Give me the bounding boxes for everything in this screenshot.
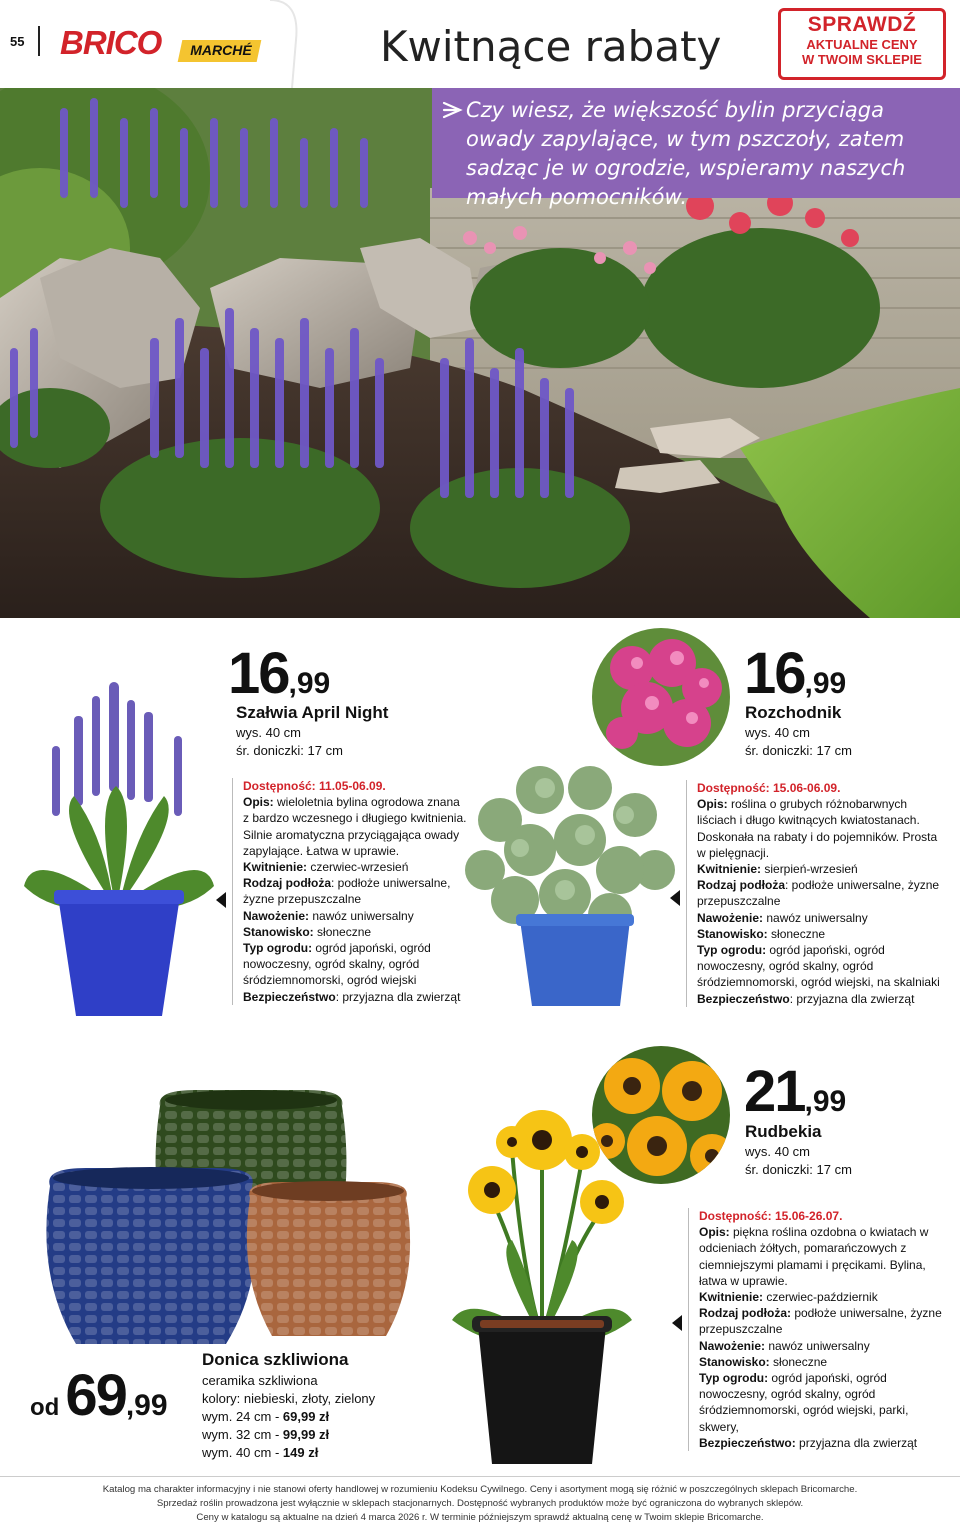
sedum-bloom: Kwitnienie: sierpień-wrzesień bbox=[697, 862, 858, 877]
rudbeckia-garden-type: Typ ogrodu: ogród japoński, ogród nowoczesny, ogród skalny, ogród śródziemnomorski, ogród wiejski, parki, skwery, bbox=[699, 1371, 909, 1434]
sedum-availability: Dostępność: 15.06-06.09. bbox=[697, 781, 841, 795]
chevron-right-icon bbox=[442, 98, 466, 122]
salvia-name: Szałwia April Night bbox=[236, 703, 389, 722]
salvia-garden-type: Typ ogrodu: ogród japoński, ogród nowoczesny, ogród skalny, ogród śródziemnomorski, ogród wiejski bbox=[243, 941, 431, 988]
pot-colors: kolory: niebieski, złoty, zielony bbox=[202, 1391, 376, 1406]
salvia-safety: Bezpieczeństwo: przyjazna dla zwierząt bbox=[243, 989, 461, 1004]
salvia-plant-image bbox=[14, 676, 224, 1022]
rudbeckia-fertilizer: Nawożenie: nawóz uniwersalny bbox=[699, 1338, 870, 1353]
pot-price bbox=[30, 1362, 168, 1429]
page-number-divider bbox=[38, 26, 40, 56]
salvia-pot-size: śr. doniczki: 17 cm bbox=[236, 743, 343, 758]
pot-specs bbox=[202, 1372, 375, 1462]
logo-brico-text: BRICO bbox=[60, 24, 162, 61]
sedum-flower-image bbox=[592, 628, 730, 766]
rudbeckia-site: Stanowisko: słoneczne bbox=[699, 1354, 828, 1369]
did-you-know-box bbox=[432, 88, 960, 209]
rudbeckia-safety: Bezpieczeństwo: przyjazna dla zwierząt bbox=[699, 1435, 918, 1450]
check-prices-badge bbox=[778, 8, 946, 80]
legal-footer bbox=[0, 1476, 960, 1525]
rudbeckia-name: Rudbekia bbox=[745, 1122, 822, 1141]
pot-size-24: wym. 24 cm - 69,99 zł bbox=[202, 1409, 330, 1424]
rudbeckia-pot-size: śr. doniczki: 17 cm bbox=[745, 1162, 852, 1177]
sedum-height: wys. 40 cm bbox=[745, 725, 811, 740]
salvia-price-dec: ,99 bbox=[288, 667, 331, 700]
salvia-availability: Dostępność: 11.05-06.09. bbox=[243, 779, 386, 793]
salvia-price bbox=[228, 640, 330, 707]
pot-name: Donica szkliwiona bbox=[202, 1350, 349, 1369]
salvia-pointer-icon bbox=[216, 892, 226, 908]
sedum-pointer-icon bbox=[670, 890, 680, 906]
sedum-soil: Rodzaj podłoża: podłoże uniwersalne, żyzne przepuszczalne bbox=[697, 878, 940, 909]
salvia-site: Stanowisko: słoneczne bbox=[243, 924, 372, 939]
rudbeckia-details bbox=[688, 1208, 944, 1451]
salvia-soil: Rodzaj podłoża: podłoże uniwersalne, żyzne przepuszczalne bbox=[243, 876, 451, 907]
sedum-description: Opis: roślina o grubych różnobarwnych liściach i długo kwitnących kwiatostanach. Doskonała na rabaty i do pojemników. Prosta w pielęgnacji. bbox=[697, 797, 938, 860]
rudbeckia-bloom: Kwitnienie: czerwiec-październik bbox=[699, 1290, 878, 1305]
sedum-plant-image bbox=[460, 760, 680, 1010]
salvia-price-int: 16 bbox=[228, 641, 289, 706]
sedum-site: Stanowisko: słoneczne bbox=[697, 926, 826, 941]
sedum-garden-type: Typ ogrodu: ogród japoński, ogród nowoczesny, ogród skalny, ogród śródziemnomorski, ogród wiejski, na skalniaki bbox=[697, 943, 940, 990]
sedum-name: Rozchodnik bbox=[745, 703, 842, 722]
pot-price-from: od bbox=[30, 1394, 60, 1421]
rudbeckia-description: Opis: piękna roślina ozdobna o kwiatach w odcieniach żółtych, pomarańczowych z ciemniejszymi plamami i pręcikami. Bylina, łatwa w uprawie. bbox=[699, 1225, 929, 1288]
sedum-pot-size: śr. doniczki: 17 cm bbox=[745, 743, 852, 758]
sedum-price-int: 16 bbox=[744, 641, 805, 706]
rudbeckia-soil: Rodzaj podłoża: podłoże uniwersalne, żyzne przepuszczalne bbox=[699, 1306, 942, 1337]
did-you-know-text: Czy wiesz, że większość bylin przyciąga owady zapylające, w tym pszczoły, zatem sadząc je w ogrodzie, wspieramy naszych małych pomocników. bbox=[466, 98, 906, 209]
footer-line-3: Ceny w katalogu są aktualne na dzień 4 marca 2026 r. W terminie późniejszym sprawdź aktualną cenę w Twoim sklepie Bricomarche. bbox=[196, 1512, 764, 1523]
logo-marche-badge bbox=[178, 40, 262, 62]
bricomarche-logo bbox=[60, 24, 260, 64]
pot-size-40: wym. 40 cm - 149 zł bbox=[202, 1445, 319, 1460]
pot-size-32: wym. 32 cm - 99,99 zł bbox=[202, 1427, 330, 1442]
logo-marche-text: MARCHÉ bbox=[190, 42, 252, 58]
sedum-details bbox=[686, 780, 942, 1007]
rudbeckia-availability: Dostępność: 15.06-26.07. bbox=[699, 1209, 843, 1223]
pot-price-int: 69 bbox=[65, 1363, 126, 1428]
salvia-fertilizer: Nawożenie: nawóz uniwersalny bbox=[243, 908, 414, 923]
salvia-description: Opis: wieloletnia bylina ogrodowa znana z bardzo wczesnego i długiego kwitnienia. Silnie aromatyczna przyciągająca owady zapylające. Łatwa w uprawie. bbox=[243, 795, 467, 858]
pot-price-dec: ,99 bbox=[125, 1389, 168, 1422]
sedum-fertilizer: Nawożenie: nawóz uniwersalny bbox=[697, 910, 868, 925]
rudbeckia-price-dec: ,99 bbox=[804, 1085, 847, 1118]
check-badge-line-1: AKTUALNE CENY bbox=[806, 37, 918, 52]
rudbeckia-price bbox=[744, 1058, 846, 1125]
footer-line-2: Sprzedaż roślin prowadzona jest wyłącznie w sklepach stacjonarnych. Dostępność wybranych produktów może być ograniczona do wybranych sklepów. bbox=[156, 1498, 804, 1509]
rudbeckia-pointer-icon bbox=[672, 1315, 682, 1331]
page-number: 55 bbox=[10, 34, 25, 49]
rudbeckia-plant-image bbox=[432, 1090, 652, 1470]
glazed-pots-image bbox=[36, 1086, 426, 1354]
salvia-bloom: Kwitnienie: czerwiec-wrzesień bbox=[243, 860, 409, 875]
salvia-details bbox=[232, 778, 468, 1005]
sedum-safety: Bezpieczeństwo: przyjazna dla zwierząt bbox=[697, 991, 915, 1006]
check-badge-heading: SPRAWDŹ bbox=[807, 13, 917, 36]
sedum-flower-thumbnail bbox=[592, 628, 730, 766]
check-badge-line-2: W TWOIM SKLEPIE bbox=[802, 52, 922, 67]
sedum-price-dec: ,99 bbox=[804, 667, 847, 700]
sedum-price bbox=[744, 640, 846, 707]
footer-line-1: Katalog ma charakter informacyjny i nie stanowi oferty handlowej w rozumieniu Kodeksu Cywilnego. Ceny i asortyment mogą się różnić w poszczególnych sklepach Bricomarche. bbox=[102, 1484, 858, 1495]
pot-material: ceramika szkliwiona bbox=[202, 1373, 318, 1388]
rudbeckia-price-int: 21 bbox=[744, 1059, 805, 1124]
salvia-height: wys. 40 cm bbox=[236, 725, 302, 740]
rudbeckia-height: wys. 40 cm bbox=[745, 1144, 811, 1159]
page-title: Kwitnące rabaty bbox=[380, 22, 722, 71]
